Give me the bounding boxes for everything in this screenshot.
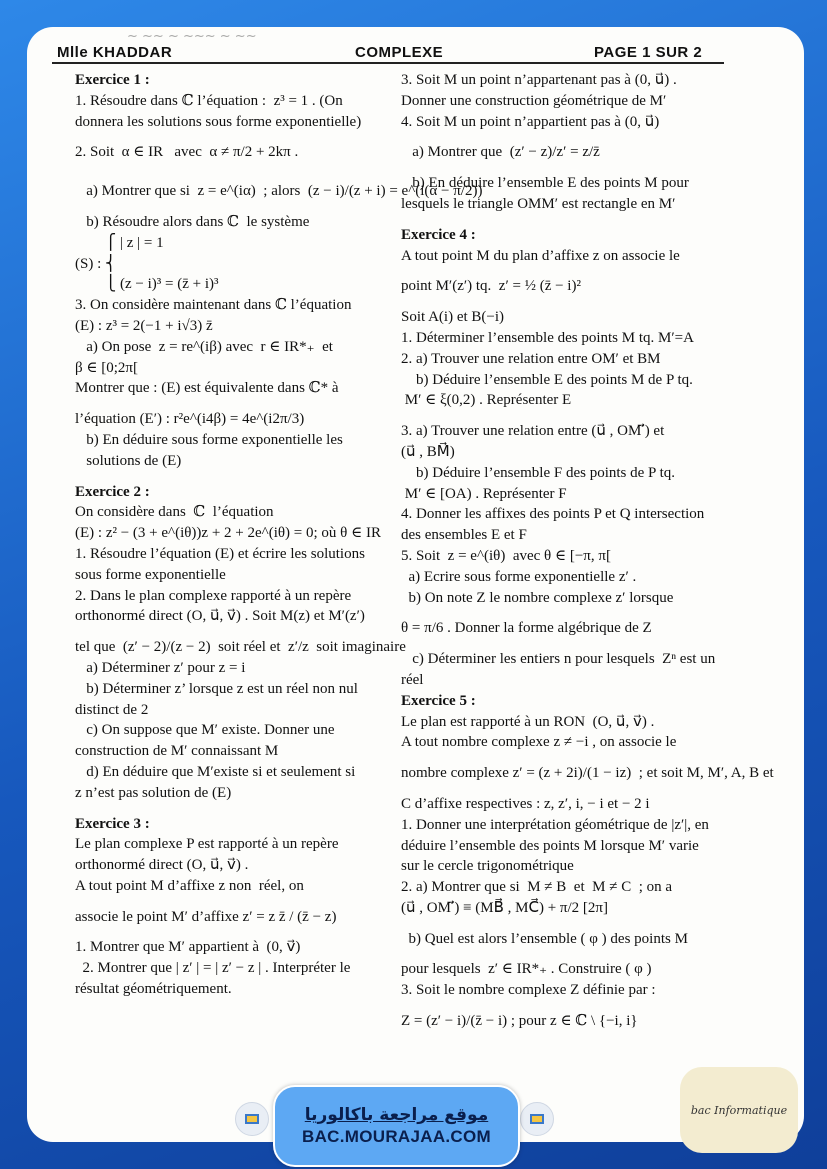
text-line: M′ ∈ ξ(0,2) . Représenter E <box>401 392 572 409</box>
text-line: M′ ∈ [OA) . Représenter F <box>401 485 567 502</box>
text-line: pour lesquels z′ ∈ IR*₊ . Construire ( φ ) <box>401 961 652 978</box>
line-spacer <box>401 297 741 307</box>
text-line: 1. Montrer que M′ appartient à (0, v⃗) <box>75 939 301 956</box>
text-line: z n’est pas solution de (E) <box>75 784 232 801</box>
text-line: Donner une construction géométrique de M′ <box>401 92 667 109</box>
text-line: 2. a) Trouver une relation entre OM′ et BM <box>401 350 661 367</box>
exercise-heading: Exercice 3 : <box>75 815 150 832</box>
line-spacer <box>75 163 395 181</box>
text-line: distinct de 2 <box>75 701 149 718</box>
text-line: θ = π/6 . Donner la forme algébrique de Z <box>401 620 652 637</box>
line-spacer <box>401 1001 741 1011</box>
text-line: 4. Soit M un point n’appartient pas à (0, u⃗) <box>401 113 660 130</box>
header-rule <box>52 62 724 64</box>
text-line: 2. a) Montrer que si M ≠ B et M ≠ C ; on a <box>401 879 673 896</box>
bac-logo-text: bac Informatique <box>690 1103 788 1117</box>
text-line: point M′(z′) tq. z′ = ½ (z̄ − i)² <box>401 278 581 295</box>
text-line: a) On pose z = re^(iβ) avec r ∈ IR*₊ et <box>75 338 333 355</box>
line-spacer <box>75 132 395 142</box>
text-line: a) Montrer que si z = e^(iα) ; alors (z − i)/(z + i) = e^(i(α − π/2)) <box>75 183 483 200</box>
line-spacer <box>401 132 741 142</box>
text-line: sur le cercle trigonométrique <box>401 858 574 875</box>
exercise-heading: Exercice 1 : <box>75 72 150 88</box>
text-line: A tout nombre complexe z ≠ −i , on associe le <box>401 734 677 751</box>
text-line: résultat géométriquement. <box>75 981 232 998</box>
text-line: donnera les solutions sous forme exponentielle) <box>75 113 362 130</box>
line-spacer <box>401 784 741 794</box>
document-title: COMPLEXE <box>355 44 444 61</box>
text-line: b) Résoudre alors dans ℂ le système <box>75 213 310 230</box>
text-line: lesquels le triangle OMM′ est rectangle en M′ <box>401 195 676 212</box>
text-line: (u⃗ , OM′⃗) ≡ (MB⃗ , MC⃗) + π/2 [2π] <box>401 899 608 916</box>
text-line: a) Montrer que (z′ − z)/z′ = z/z̄ <box>401 144 600 161</box>
line-spacer <box>75 399 395 409</box>
page-indicator: PAGE 1 SUR 2 <box>594 44 703 61</box>
exercise-heading: Exercice 5 : <box>401 692 476 709</box>
text-line: 4. Donner les affixes des points P et Q intersection <box>401 506 705 523</box>
line-spacer <box>401 949 741 959</box>
text-line: b) En déduire l’ensemble E des points M pour <box>401 175 689 192</box>
text-line: A tout point M d’affixe z non réel, on <box>75 877 304 894</box>
text-line: b) Quel est alors l’ensemble ( φ ) des points M <box>401 930 688 947</box>
text-line: 3. a) Trouver une relation entre (u⃗ , OM′⃗) et <box>401 423 665 440</box>
text-line: a) Ecrire sous forme exponentielle z′ . <box>401 568 637 585</box>
text-line: b) En déduire sous forme exponentielle les <box>75 431 343 448</box>
exercise-heading: Exercice 4 : <box>401 226 476 243</box>
banner-url[interactable]: BAC.MOURAJAA.COM <box>302 1127 491 1146</box>
banner-arabic-title[interactable]: موقع مراجعة باكالوريا <box>304 1105 489 1125</box>
site-logo-left <box>235 1102 269 1136</box>
text-line: c) On suppose que M′ existe. Donner une <box>75 722 335 739</box>
line-spacer <box>401 919 741 929</box>
text-line: réel <box>401 671 424 688</box>
site-logo-right <box>520 1102 554 1136</box>
text-line: Le plan est rapporté à un RON (O, u⃗, v⃗) . <box>401 713 655 730</box>
text-line: (S) : ⎨ <box>75 255 117 272</box>
text-line: l’équation (E′) : r²e^(i4β) = 4e^(i2π/3) <box>75 411 305 428</box>
bac-informatique-logo <box>680 1067 798 1153</box>
text-line: Soit A(i) et B(−i) <box>401 309 505 326</box>
line-spacer <box>401 608 741 618</box>
text-line: Montrer que : (E) est équivalente dans ℂ* à <box>75 380 339 397</box>
exercise-heading: Exercice 2 : <box>75 483 150 500</box>
text-line: des ensembles E et F <box>401 527 527 544</box>
line-spacer <box>401 163 741 173</box>
text-line: On considère dans ℂ l’équation <box>75 504 274 521</box>
line-spacer <box>75 202 395 212</box>
text-line: ⎩ (z − i)³ = (z̄ + i)³ <box>75 276 219 293</box>
text-line: 2. Montrer que | z′ | = | z′ − z | . Interpréter le <box>75 960 351 977</box>
text-line: d) En déduire que M′existe si et seulement si <box>75 763 356 780</box>
text-line: construction de M′ connaissant M <box>75 743 279 760</box>
text-line: 3. Soit le nombre complexe Z définie par : <box>401 982 656 999</box>
scan-noise-top: ~ ~~ ~ ~~~ ~ ~~ <box>127 29 257 44</box>
text-line: 3. On considère maintenant dans ℂ l’équation <box>75 297 352 314</box>
text-line: déduire l’ensemble des points M lorsque M′ varie <box>401 837 699 854</box>
text-line: 2. Dans le plan complexe rapporté à un repère <box>75 587 352 604</box>
text-line: 5. Soit z = e^(iθ) avec θ ∈ [−π, π[ <box>401 547 611 564</box>
text-line: nombre complexe z′ = (z + 2i)/(1 − iz) ; et soit M, M′, A, B et <box>401 765 774 782</box>
text-line: b) Déduire l’ensemble E des points M de P tq. <box>401 371 693 388</box>
line-spacer <box>75 627 395 637</box>
site-banner[interactable] <box>273 1085 520 1167</box>
text-line: tel que (z′ − 2)/(z − 2) soit réel et z′/z soit imaginaire <box>75 639 406 656</box>
text-line: 1. Déterminer l’ensemble des points M tq. M′=A <box>401 329 694 346</box>
line-spacer <box>401 753 741 763</box>
text-line: C d’affixe respectives : z, z′, i, − i et − 2 i <box>401 795 650 812</box>
line-spacer <box>75 472 395 482</box>
text-line: c) Déterminer les entiers n pour lesquels Zⁿ est un <box>401 651 716 668</box>
right-column <box>401 70 774 1032</box>
text-line: A tout point M du plan d’affixe z on associe le <box>401 247 680 264</box>
text-line: 1. Résoudre dans ℂ l’équation : z³ = 1 . (On <box>75 92 343 109</box>
text-line: β ∈ [0;2π[ <box>75 359 138 376</box>
text-line: b) Déterminer z’ lorsque z est un réel non nul <box>75 680 358 697</box>
text-line: (E) : z² − (3 + e^(iθ))z + 2 + 2e^(iθ) = 0; où θ ∈ IR <box>75 525 381 542</box>
text-line: sous forme exponentielle <box>75 566 226 583</box>
text-line: (u⃗ , BM⃗) <box>401 443 455 460</box>
text-line: a) Déterminer z′ pour z = i <box>75 659 246 676</box>
book-icon <box>242 1109 262 1129</box>
line-spacer <box>75 897 395 907</box>
book-icon <box>527 1109 547 1129</box>
text-line: (E) : z³ = 2(−1 + i√3) z̄ <box>75 317 213 334</box>
text-line: b) Déduire l’ensemble F des points de P tq. <box>401 464 675 481</box>
text-line: 3. Soit M un point n’appartenant pas à (0, u⃗) . <box>401 72 677 88</box>
author-name: Mlle KHADDAR <box>57 44 173 61</box>
line-spacer <box>401 411 741 421</box>
text-line: associe le point M′ d’affixe z′ = z z̄ / (z̄ − z) <box>75 908 337 925</box>
text-line: orthonormé direct (O, u⃗, v⃗) . <box>75 857 249 874</box>
text-line: b) On note Z le nombre complexe z′ lorsque <box>401 589 674 606</box>
line-spacer <box>401 639 741 649</box>
text-line: 2. Soit α ∈ IR avec α ≠ π/2 + 2kπ . <box>75 144 299 161</box>
line-spacer <box>75 804 395 814</box>
text-line: orthonormé direct (O, u⃗, v⃗) . Soit M(z) et M′(z′) <box>75 608 365 625</box>
text-line: Z = (z′ − i)/(z̄ − i) ; pour z ∈ ℂ \ {−i, i} <box>401 1013 638 1030</box>
line-spacer <box>75 927 395 937</box>
text-line: 1. Résoudre l’équation (E) et écrire les solutions <box>75 545 365 562</box>
text-line: ⎧ | z | = 1 <box>75 234 164 251</box>
line-spacer <box>401 266 741 276</box>
text-line: solutions de (E) <box>75 452 182 469</box>
line-spacer <box>401 215 741 225</box>
text-line: 1. Donner une interprétation géométrique de |z′|, en <box>401 816 709 833</box>
text-line: Le plan complexe P est rapporté à un repère <box>75 836 339 853</box>
